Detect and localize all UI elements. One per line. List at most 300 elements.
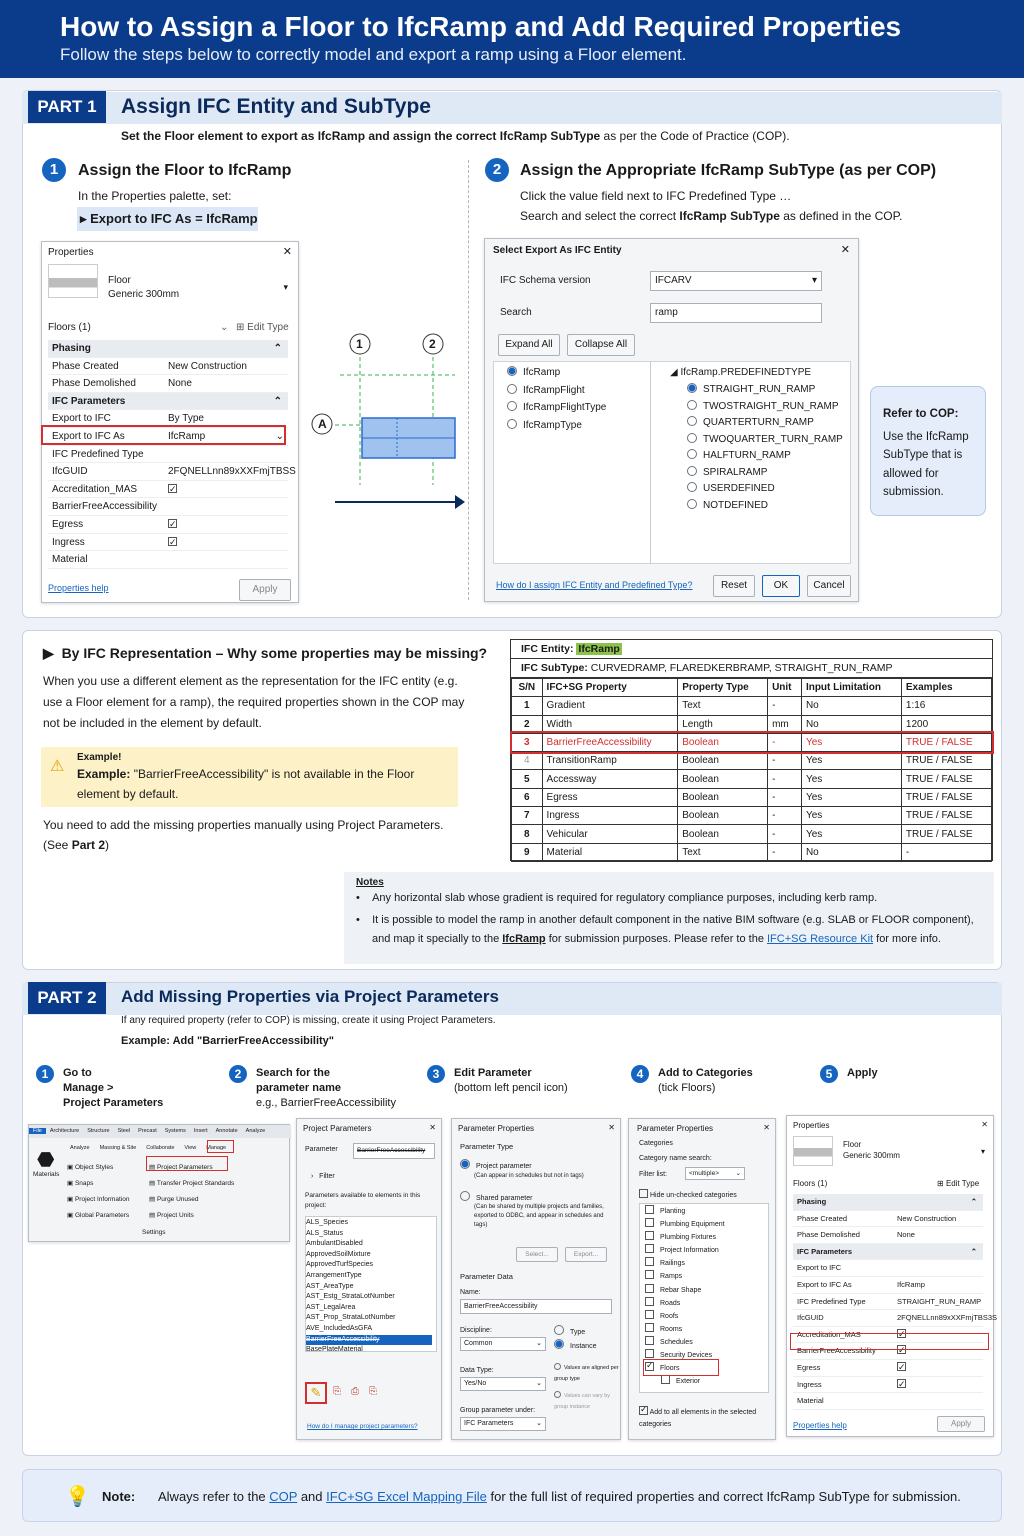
category-item[interactable]: Rebar Shape (645, 1284, 725, 1297)
step-number: 3 (427, 1065, 445, 1083)
property-name: Phasing (797, 1197, 827, 1206)
property-name: Phase Demolished (797, 1230, 860, 1240)
ribbon-tab[interactable]: Steel (117, 1128, 131, 1134)
entity-option[interactable]: IfcRampType (507, 417, 606, 435)
chevron-down-icon[interactable]: ⌄ (220, 322, 229, 333)
collapse-icon[interactable]: ⌃ (970, 1246, 977, 1256)
property-row[interactable] (793, 1393, 983, 1410)
table-cell: Gradient (542, 697, 678, 715)
palette2-apply[interactable]: Apply (937, 1416, 985, 1432)
column-header: Property Type (678, 679, 768, 697)
palette2-filter[interactable]: Floors (1) (793, 1179, 828, 1188)
pc-filter-select[interactable]: <multiple> ⌄ (685, 1167, 745, 1180)
predefined-type-option[interactable]: STRAIGHT_RUN_RAMP (687, 382, 843, 399)
palette2-type: Floor (843, 1140, 862, 1149)
step2-line1: Click the value field next to IFC Predefined Type … (520, 189, 792, 203)
palette2-edit-type[interactable]: ⊞ Edit Type (937, 1179, 980, 1188)
property-value[interactable]: None (168, 378, 192, 390)
reset-button[interactable]: Reset (713, 575, 755, 597)
page-subtitle: Follow the steps below to correctly model and export a ramp using a Floor element. (60, 45, 687, 64)
category-item[interactable]: Planting (645, 1205, 725, 1218)
property-row[interactable] (48, 516, 288, 534)
highlight-barrier-free (790, 1333, 989, 1350)
ribbon-item[interactable]: ▣ Object Styles (67, 1164, 114, 1171)
property-section[interactable] (48, 340, 288, 358)
parameter-list-item[interactable]: AmbulantDisabled (306, 1240, 363, 1248)
step-number: 5 (820, 1065, 838, 1083)
step-label: Search for the parameter name e.g., BarrierFreeAccessibility (256, 1067, 396, 1109)
pe-group-label: Group parameter under: (460, 1407, 536, 1414)
radio-icon (687, 400, 697, 410)
property-row[interactable] (793, 1294, 983, 1311)
parameter-properties-dialog (451, 1118, 621, 1440)
collapse-icon[interactable]: ⌃ (970, 1197, 977, 1206)
property-row[interactable] (48, 534, 288, 552)
arrow-right-icon (455, 495, 465, 509)
category-filter[interactable]: Floors (1) (48, 322, 91, 333)
ribbon-tab[interactable]: Architecture (49, 1128, 80, 1134)
category-item[interactable]: Plumbing Equipment (645, 1218, 725, 1231)
table-cell: 2 (512, 715, 543, 733)
parameter-list-item[interactable]: AVE_IncludedAsGFA (306, 1324, 373, 1332)
ribbon-tabs (29, 1125, 291, 1138)
property-row[interactable] (48, 446, 288, 464)
checkbox[interactable] (168, 516, 177, 534)
category-item[interactable]: Plumbing Fixtures (645, 1231, 725, 1244)
checkbox[interactable] (168, 534, 177, 552)
table-row (512, 788, 992, 806)
ok-button[interactable]: OK (762, 575, 800, 597)
ribbon-tab[interactable]: Insert (193, 1128, 208, 1134)
property-name: Export to IFC As (797, 1280, 852, 1289)
chevron-down-icon: ⌄ (536, 1380, 542, 1387)
property-value[interactable]: IfcRamp (897, 1280, 925, 1289)
materials-icon[interactable]: ⬣ (37, 1149, 55, 1171)
property-row[interactable] (48, 498, 288, 516)
edit-type-button[interactable]: ⊞ Edit Type (236, 322, 289, 333)
pe-project-radio[interactable]: Project parameter (460, 1159, 532, 1172)
ribbon-item[interactable]: ▣ Snaps (67, 1180, 94, 1187)
ribbon-item-icon: ▣ (67, 1164, 75, 1171)
materials-label: Materials (33, 1171, 60, 1178)
ribbon-item-icon: ▣ (67, 1196, 75, 1203)
chevron-down-icon: ▾ (811, 275, 817, 286)
category-item[interactable]: Rooms (645, 1323, 725, 1336)
close-icon[interactable]: ✕ (763, 1123, 770, 1132)
column-header: S/N (512, 679, 543, 697)
cop-table-box (510, 639, 993, 861)
predefined-type-option[interactable]: SPIRALRAMP (687, 465, 843, 482)
cop-callout-text: Use the IfcRamp SubType that is allowed for submission. (883, 430, 969, 498)
property-value[interactable]: By Type (168, 413, 204, 425)
table-cell: 1:16 (901, 697, 991, 715)
property-name: Phasing (52, 343, 91, 354)
lightbulb-icon: 💡 (65, 1486, 90, 1508)
part2-desc: If any required property (refer to COP) is missing, create it using Project Parameters. (121, 1015, 496, 1026)
pe-select-button[interactable]: Select... (516, 1247, 558, 1262)
ribbon-tab[interactable]: Precast (138, 1128, 157, 1134)
ribbon-item[interactable]: ▤ Transfer Project Standards (149, 1180, 235, 1187)
checkbox[interactable] (168, 481, 177, 499)
step2-line2: Search and select the correct IfcRamp SubType as defined in the COP. (520, 209, 903, 223)
palette2-sub[interactable]: Generic 300mm (843, 1151, 900, 1160)
table-row (512, 843, 992, 861)
table-cell: Boolean (678, 752, 768, 770)
ribbon-panel-tab[interactable]: View (184, 1145, 197, 1151)
table-cell: TransitionRamp (542, 752, 678, 770)
table-cell: 4 (512, 752, 543, 770)
palette-title: Properties (48, 247, 94, 258)
pe-name-input[interactable]: BarrierFreeAccessibility (460, 1299, 612, 1314)
property-name: Phase Created (797, 1213, 848, 1223)
parameter-list-item[interactable]: AST_AreaType (306, 1282, 354, 1290)
close-icon[interactable]: ✕ (981, 1120, 988, 1129)
ribbon-item-icon: ▣ (67, 1180, 75, 1187)
property-name: Ingress (797, 1379, 822, 1389)
property-value[interactable]: IfcRamp (168, 431, 206, 442)
property-name: BarrierFreeAccessibility (52, 501, 158, 513)
search-label: Search (500, 307, 532, 318)
category-item[interactable]: Project Information (645, 1244, 725, 1257)
property-row[interactable] (48, 375, 288, 393)
table-cell: 8 (512, 825, 543, 843)
ribbon-panel-tab[interactable]: Analyze (70, 1145, 90, 1151)
table-cell: TRUE / FALSE (901, 752, 991, 770)
table-cell: TRUE / FALSE (901, 825, 991, 843)
search-input[interactable]: ramp (650, 303, 822, 323)
parameter-list-item[interactable]: BarrierFreeAccessibility (306, 1335, 432, 1346)
property-name: IFC Parameters (52, 395, 126, 407)
pc-cats: Categories (639, 1140, 673, 1147)
column-header: Unit (768, 679, 802, 697)
column-header: Input Limitation (801, 679, 901, 697)
edit-pencil-icon[interactable]: ✎ (305, 1382, 327, 1404)
collapse-icon[interactable]: ⌃ (273, 395, 282, 407)
property-section[interactable] (48, 393, 288, 411)
ribbon-item-icon: ▤ (149, 1164, 157, 1171)
close-icon[interactable]: ✕ (429, 1123, 436, 1132)
property-row[interactable] (793, 1360, 983, 1377)
note-bullet-2: • It is possible to model the ramp in another default component in the native BIM software (e.g. SLAB or FLOOR component), and map it specially to the IfcRamp for submission purposes. Please refer to the IFC+SG Resource Kit for more info. (356, 914, 974, 945)
ribbon-item-icon: ▣ (67, 1212, 75, 1219)
checkbox[interactable] (897, 1377, 906, 1394)
property-value[interactable]: None (897, 1230, 915, 1240)
category-item[interactable]: ✓Floors (645, 1362, 725, 1375)
ribbon-tab[interactable]: File (29, 1128, 46, 1134)
chevron-down-icon[interactable]: ▾ (283, 282, 288, 292)
table-cell: Egress (542, 788, 678, 806)
pe-title: Parameter Properties (458, 1124, 535, 1133)
pp-search-input[interactable]: BarrierFreeAccessibility (353, 1143, 435, 1159)
pe-ptype: Parameter Type (460, 1142, 514, 1151)
table-cell: 5 (512, 770, 543, 788)
pc-filter-label: Filter list: (639, 1171, 667, 1178)
ribbon-tab[interactable]: Annotate (215, 1128, 238, 1134)
collapse-icon[interactable]: ⌃ (273, 343, 282, 354)
pe-export-button[interactable]: Export... (565, 1247, 607, 1262)
predefined-type-option[interactable]: HALFTURN_RAMP (687, 448, 843, 465)
pe-shared-note: (Can be shared by multiple projects and families, exported to ODBC, and appear in schedules and tags) (474, 1204, 604, 1228)
ribbon-item-icon: ▤ (149, 1196, 157, 1203)
pe-shared-radio[interactable]: Shared parameter (460, 1191, 532, 1204)
parameter-list-item[interactable]: AST_Estg_StrataLotNumber (306, 1293, 395, 1301)
step1-text: In the Properties palette, set: (78, 189, 232, 203)
highlight-project-parameters (146, 1156, 228, 1171)
chevron-down-icon[interactable]: ▾ (980, 1147, 985, 1156)
ribbon-item[interactable]: ▣ Global Parameters (67, 1212, 130, 1219)
table-row (512, 770, 992, 788)
ribbon-tab[interactable]: Structure (87, 1128, 110, 1134)
schema-select[interactable]: IFCARV ▾ (650, 271, 822, 291)
parameter-list-item[interactable]: ApprovedSoilMixture (306, 1250, 371, 1258)
property-name: Material (797, 1396, 824, 1406)
property-row[interactable] (48, 463, 296, 481)
category-item[interactable]: Roofs (645, 1310, 725, 1323)
properties-palette-after (786, 1115, 998, 1437)
property-row[interactable] (48, 358, 288, 376)
property-name: Accreditation_MAS (52, 483, 138, 495)
palette2-help[interactable]: Properties help (793, 1421, 847, 1430)
step1-title: Assign the Floor to IfcRamp (78, 162, 292, 179)
property-name: BarrierFreeAccessibility (797, 1346, 876, 1356)
radio-icon (687, 499, 697, 509)
parameter-list-item[interactable]: ALS_Status (306, 1229, 343, 1237)
predefined-type-list (687, 382, 843, 514)
parameter-list-item[interactable]: ApprovedTurfSpecies (306, 1261, 374, 1269)
pe-proj-note: (Can appear in schedules but not in tags) (474, 1173, 584, 1179)
category-item[interactable]: Railings (645, 1257, 725, 1270)
table-cell: 3 (512, 733, 543, 751)
table-row (512, 697, 992, 715)
property-section[interactable] (793, 1194, 983, 1211)
radio-icon (687, 482, 697, 492)
properties-help-link[interactable]: Properties help (48, 583, 109, 593)
radio-icon (687, 416, 697, 426)
parameter-list-item[interactable]: ALS_Species (306, 1219, 349, 1226)
project-parameters-dialog (296, 1118, 442, 1440)
close-icon[interactable]: ✕ (608, 1123, 615, 1132)
ribbon-panel-tab[interactable]: Manage (206, 1145, 227, 1151)
ribbon-tab[interactable]: Analyze (245, 1128, 266, 1134)
entity-list (507, 364, 606, 434)
property-name: IfcGUID (52, 466, 88, 478)
close-icon[interactable]: ✕ (840, 244, 850, 256)
property-value[interactable]: 2FQNELLnn89xXXFmjTBS3S (897, 1313, 998, 1323)
property-row[interactable] (48, 551, 288, 569)
property-name: Ingress (52, 536, 85, 548)
pe-instance-radio[interactable]: Instance (554, 1339, 596, 1352)
pane-divider (650, 361, 651, 564)
predefined-type-option[interactable]: QUARTERTURN_RAMP (687, 415, 843, 432)
parameter-list-item[interactable]: AST_Prop_StrataLotNumber (306, 1314, 396, 1322)
ribbon-panel-tab[interactable]: Collaborate (146, 1145, 175, 1151)
pe-disc-label: Discipline: (460, 1327, 492, 1334)
collapse-all-button[interactable]: Collapse All (567, 334, 635, 356)
category-item[interactable]: Security Devices (645, 1349, 725, 1362)
property-row[interactable] (793, 1277, 983, 1294)
property-row[interactable] (48, 481, 288, 499)
predefined-type-option[interactable]: TWOQUARTER_TURN_RAMP (687, 432, 843, 449)
schema-label: IFC Schema version (500, 275, 591, 286)
part2-title: Add Missing Properties via Project Parameters (121, 987, 499, 1006)
table-cell: 6 (512, 788, 543, 806)
ribbon-item-icon: ▤ (149, 1180, 157, 1187)
dialog-title: Select Export As IFC Entity (493, 245, 622, 256)
category-item[interactable]: Ramps (645, 1270, 725, 1283)
table-cell: - (768, 733, 802, 751)
table-cell: 7 (512, 807, 543, 825)
pe-type-radio[interactable]: Type (554, 1325, 585, 1338)
table-cell: TRUE / FALSE (901, 788, 991, 806)
ribbon-row2 (29, 1142, 291, 1155)
table-cell: Yes (801, 788, 901, 806)
checkbox[interactable] (897, 1360, 906, 1377)
close-icon[interactable]: ✕ (282, 246, 292, 258)
table-cell: - (768, 697, 802, 715)
column-header: IFC+SG Property (542, 679, 678, 697)
part1-label: PART 1 (28, 91, 106, 123)
example-box (41, 747, 458, 807)
pp-help-link[interactable]: How do I manage project parameters? (307, 1423, 418, 1430)
resource-kit-link[interactable]: IFC+SG Resource Kit (767, 932, 874, 945)
pe-datatype-select[interactable]: Yes/No ⌄ (460, 1377, 546, 1391)
ribbon-item[interactable]: ▤ Project Units (149, 1212, 194, 1219)
step2-title: Assign the Appropriate IfcRamp SubType (as per COP) (520, 162, 937, 179)
pe-discipline-select[interactable]: Common ⌄ (460, 1337, 546, 1351)
play-icon: ▶ (43, 645, 54, 661)
rep-paragraph: When you use a different element as the representation for the IFC entity (e.g. use a Floor element for a ramp), the required properties shown in the COP may not be included in the element by default. (43, 674, 465, 730)
floor-thumbnail-icon (793, 1136, 833, 1166)
example-text: Example: "BarrierFreeAccessibility" is not available in the Floor element by default. (77, 767, 415, 801)
table-row (512, 733, 992, 751)
ribbon-item[interactable]: ▣ Project Information (67, 1196, 130, 1203)
cancel-button[interactable]: Cancel (807, 575, 851, 597)
pe-group-select[interactable]: IFC Parameters ⌄ (460, 1417, 546, 1431)
ribbon-tab[interactable]: Systems (164, 1128, 186, 1134)
pp-filter[interactable]: › Filter (311, 1173, 335, 1180)
entity-option[interactable]: IfcRamp (507, 364, 606, 382)
table-cell: Yes (801, 770, 901, 788)
table-cell: mm (768, 715, 802, 733)
table-cell: Yes (801, 733, 901, 751)
cop-callout-title: Refer to COP: (883, 408, 959, 420)
table-cell: Vehicular (542, 825, 678, 843)
cop-callout (870, 386, 986, 516)
property-section[interactable] (793, 1244, 983, 1261)
property-value[interactable]: 2FQNELLnn89xXXFmjTBSS (168, 466, 296, 478)
entity-option[interactable]: IfcRampFlight (507, 382, 606, 400)
parameter-list-item[interactable]: ArrangementType (306, 1271, 362, 1279)
property-name: IFC Predefined Type (797, 1296, 866, 1306)
note-bullet-1: • Any horizontal slab whose gradient is required for regulatory compliance purposes, including kerb ramp. (356, 892, 878, 904)
notes-box (344, 872, 994, 964)
type-sub[interactable]: Generic 300mm (108, 289, 180, 300)
predefined-type-option[interactable]: USERDEFINED (687, 481, 843, 498)
rep-see: (See Part 2) (43, 838, 110, 852)
table-cell: Boolean (678, 807, 768, 825)
mapping-file-link[interactable]: IFC+SG Excel Mapping File (326, 1489, 487, 1504)
property-name: Egress (52, 519, 84, 530)
pp-toolbar-icons[interactable]: ⎘⎙⎘ (333, 1386, 387, 1397)
property-row[interactable] (793, 1211, 983, 1228)
table-cell: No (801, 715, 901, 733)
part2-example: Example: Add "BarrierFreeAccessibility" (121, 1035, 335, 1047)
table-cell: - (768, 843, 802, 861)
cop-entity-row: IFC Entity: IfcRamp (511, 640, 992, 659)
property-row[interactable] (793, 1377, 983, 1394)
cop-link[interactable]: COP (269, 1489, 298, 1504)
table-row (512, 715, 992, 733)
table-cell: - (768, 825, 802, 843)
property-name: IFC Parameters (797, 1246, 853, 1256)
ribbon-item[interactable]: ▤ Project Parameters (149, 1164, 213, 1171)
chevron-down-icon: ⌄ (735, 1170, 741, 1177)
chevron-down-icon[interactable]: ⌄ (275, 431, 284, 442)
category-item[interactable]: Exterior (661, 1375, 725, 1388)
table-cell: Text (678, 843, 768, 861)
radio-icon (507, 384, 517, 394)
select-ifc-entity-dialog (484, 238, 859, 602)
category-item[interactable]: Roads (645, 1297, 725, 1310)
radio-icon (687, 383, 697, 393)
parameter-list-item[interactable]: AST_LegalArea (306, 1303, 356, 1311)
property-value[interactable]: STRAIGHT_RUN_RAMP (897, 1296, 982, 1306)
property-name: Phase Demolished (52, 378, 136, 390)
property-row[interactable] (793, 1227, 983, 1244)
ribbon-item-icon: ▤ (149, 1212, 157, 1219)
property-row[interactable] (793, 1260, 983, 1277)
help-link[interactable]: How do I assign IFC Entity and Predefined Type? (496, 580, 693, 590)
property-value[interactable]: New Construction (168, 360, 247, 372)
step-number: 2 (229, 1065, 247, 1083)
pe-vary-radio[interactable]: Values can vary by group instance (554, 1393, 611, 1410)
ribbon-panel-tab[interactable]: Massing & Site (99, 1145, 137, 1151)
pc-title: Parameter Properties (637, 1124, 714, 1133)
column-header: Examples (901, 679, 991, 697)
parameter-list-item[interactable]: BasePlateMaterial (306, 1346, 363, 1354)
table-cell: - (768, 807, 802, 825)
pc-addall-checkbox[interactable]: ✓ Add to all elements in the selected categories (639, 1406, 769, 1431)
predefined-type-option[interactable]: TWOSTRAIGHT_RUN_RAMP (687, 399, 843, 416)
predefined-type-option[interactable]: NOTDEFINED (687, 498, 843, 515)
step-label: Edit Parameter (bottom left pencil icon) (454, 1067, 568, 1094)
pp-avail: Parameters available to elements in this project: (305, 1192, 421, 1209)
property-value[interactable]: New Construction (897, 1213, 957, 1223)
expand-all-button[interactable]: Expand All (498, 334, 560, 356)
chevron-down-icon: ⌄ (536, 1340, 542, 1347)
table-cell: 1200 (901, 715, 991, 733)
property-row[interactable] (793, 1310, 998, 1327)
cop-subtype-row: IFC SubType: CURVEDRAMP, FLAREDKERBRAMP, STRAIGHT_RUN_RAMP (511, 659, 992, 678)
table-row (512, 807, 992, 825)
pc-hide-checkbox[interactable]: Hide un-checked categories (639, 1189, 737, 1201)
predefined-tree-head[interactable]: ◢ IfcRamp.PREDEFINEDTYPE (670, 367, 812, 378)
grid-label-1: 1 (356, 337, 363, 351)
table-cell: TRUE / FALSE (901, 770, 991, 788)
apply-button[interactable]: Apply (239, 579, 291, 601)
radio-icon (507, 366, 517, 376)
pp-list (306, 1218, 432, 1356)
pe-pdata: Parameter Data (460, 1272, 513, 1281)
manage-ribbon (28, 1124, 290, 1242)
radio-icon (507, 419, 517, 429)
entity-option[interactable]: IfcRampFlightType (507, 399, 606, 417)
pe-dt-label: Data Type: (460, 1367, 494, 1374)
pe-aligned-radio[interactable]: Values are aligned per group type (554, 1365, 619, 1382)
part2-label: PART 2 (28, 982, 106, 1014)
ribbon-item[interactable]: ▤ Purge Unused (149, 1196, 199, 1203)
category-item[interactable]: Schedules (645, 1336, 725, 1349)
